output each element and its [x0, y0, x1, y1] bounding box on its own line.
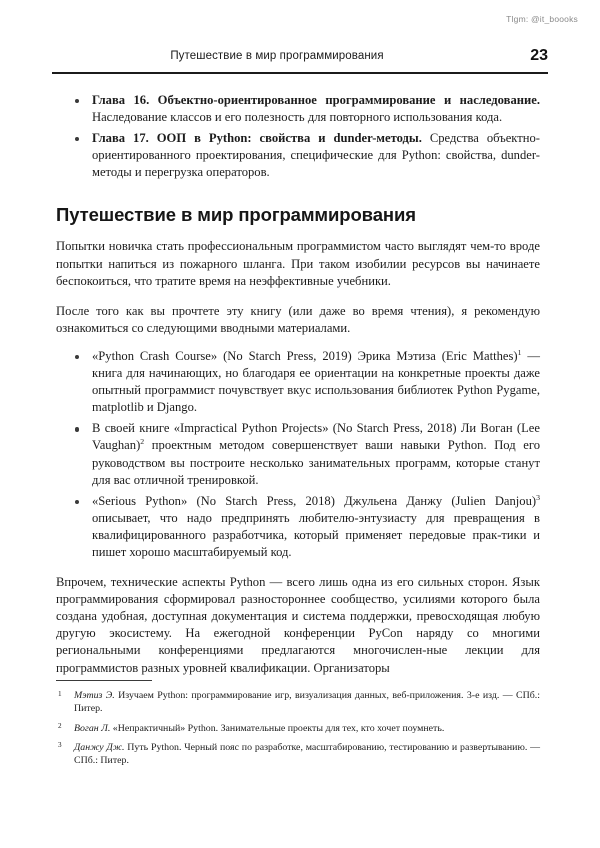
- running-head-title: Путешествие в мир программирования: [170, 50, 384, 62]
- footnote-author: Данжу Дж.: [74, 741, 125, 753]
- footnote-divider: [56, 680, 152, 681]
- footnote-number: 2: [58, 722, 62, 731]
- footnote-ref[interactable]: 3: [536, 492, 540, 502]
- chapter-bullet-rest: Наследование классов и его полезность для повторного использования кода.: [92, 110, 503, 125]
- footnote-number: 3: [58, 741, 62, 750]
- chapter-bullet-lead: Глава 16. Объектно-ориентированное программирование и наследование.: [92, 93, 540, 107]
- footnote-item: [56, 741, 540, 768]
- footnote-item: [56, 722, 540, 735]
- watermark-text: Tlgm: @it_boooks: [506, 14, 578, 24]
- chapter-bullet-lead: Глава 17. ООП в Python: свойства и dunder-методы.: [92, 131, 422, 146]
- book-bullet-text: В своей книге «Impractical Python Projects» (No Starch Press, 2018) Ли Воган (Lee Vaughan): [92, 421, 540, 453]
- footnote-text: Путь Python. Черный пояс по разработке, масштабированию, тестированию и развертыванию. — СПб.: Питер.: [74, 741, 540, 767]
- running-head: [52, 47, 548, 74]
- page-content: [56, 92, 540, 688]
- book-bullet-list: [56, 348, 540, 561]
- section-heading: Путешествие в мир программирования: [56, 204, 416, 226]
- list-item: [56, 130, 540, 181]
- list-item: [56, 493, 540, 561]
- footnote-item: [56, 689, 540, 716]
- book-bullet-text: «Python Crash Course» (No Starch Press, 2019) Эрика Мэтиза (Eric Matthes): [92, 348, 518, 363]
- book-bullet-text-cont: — книга для начинающих, но благодаря ее ориентации на конкретные проекты даже опытный программист почувствует вкус использования библиотек Python Pygame, matplotlib и Django.: [92, 348, 540, 415]
- book-bullet-text-cont: проектным методом совершенствует ваши навыки Python. Под его руководством вы построите несколько занимательных программ, которые станут для вас отличной тренировкой.: [92, 438, 540, 487]
- book-bullet-text-cont: описывает, что надо предпринять любителю-энтузиасту для превращения в квалифицированного разработчика, который применяет передовые прак-тики и пишет хорошо масштабируемый код.: [92, 510, 540, 559]
- closing-paragraph: Впрочем, технические аспекты Python — всего лишь одна из его сильных сторон. Язык программирования сформировал разностороннее сообщество, усилиями которого была создана удобная, доступная документация и система поддержки, превосходящая любую другую экосистему. На ежегодной конференции PyCon наряду со многими региональными конференциями предлагаются многочислен-ные лекции для программистов разных уровней квалификации. Организаторы: [56, 575, 540, 675]
- footnotes-section: [56, 680, 540, 774]
- body-paragraph-1: Попытки новичка стать профессиональным программистом часто выглядят чем-то вроде попытки напиться из пожарного шланга. При таком изобилии ресурсов вы начинаете беспокоиться, что тратите время на неэффективные учебники.: [56, 239, 540, 288]
- chapter-bullet-list: [56, 92, 540, 181]
- footnote-author: Воган Л.: [74, 722, 111, 734]
- footnote-ref[interactable]: 1: [517, 347, 522, 357]
- footnote-text: «Непрактичный» Python. Занимательные проекты для тех, кто хочет поумнеть.: [110, 722, 445, 734]
- chapter-bullet-rest: Средства объектно-ориентированного проектирования, специфические для Python: свойства, dunder-методы и перегрузка операторов.: [92, 131, 540, 180]
- book-bullet-text: «Serious Python» (No Starch Press, 2018) Джульена Данжу (Julien Danjou): [92, 493, 537, 508]
- footnote-author: Мэтиз Э.: [74, 690, 115, 702]
- header-divider: [52, 72, 548, 74]
- footnote-number: 1: [58, 689, 62, 698]
- list-item: [56, 92, 540, 126]
- list-item: [56, 420, 540, 488]
- footnote-text: Изучаем Python: программирование игр, визуализация данных, веб-приложения. 3-е изд. — СПб.: Питер.: [74, 690, 540, 715]
- list-item: [56, 348, 540, 416]
- body-paragraph-2: После того как вы прочтете эту книгу (или даже во время чтения), я рекомендую ознакомиться со следующими вводными материалами.: [56, 303, 540, 335]
- footnote-ref[interactable]: 2: [140, 437, 145, 447]
- page-number: 23: [530, 47, 548, 64]
